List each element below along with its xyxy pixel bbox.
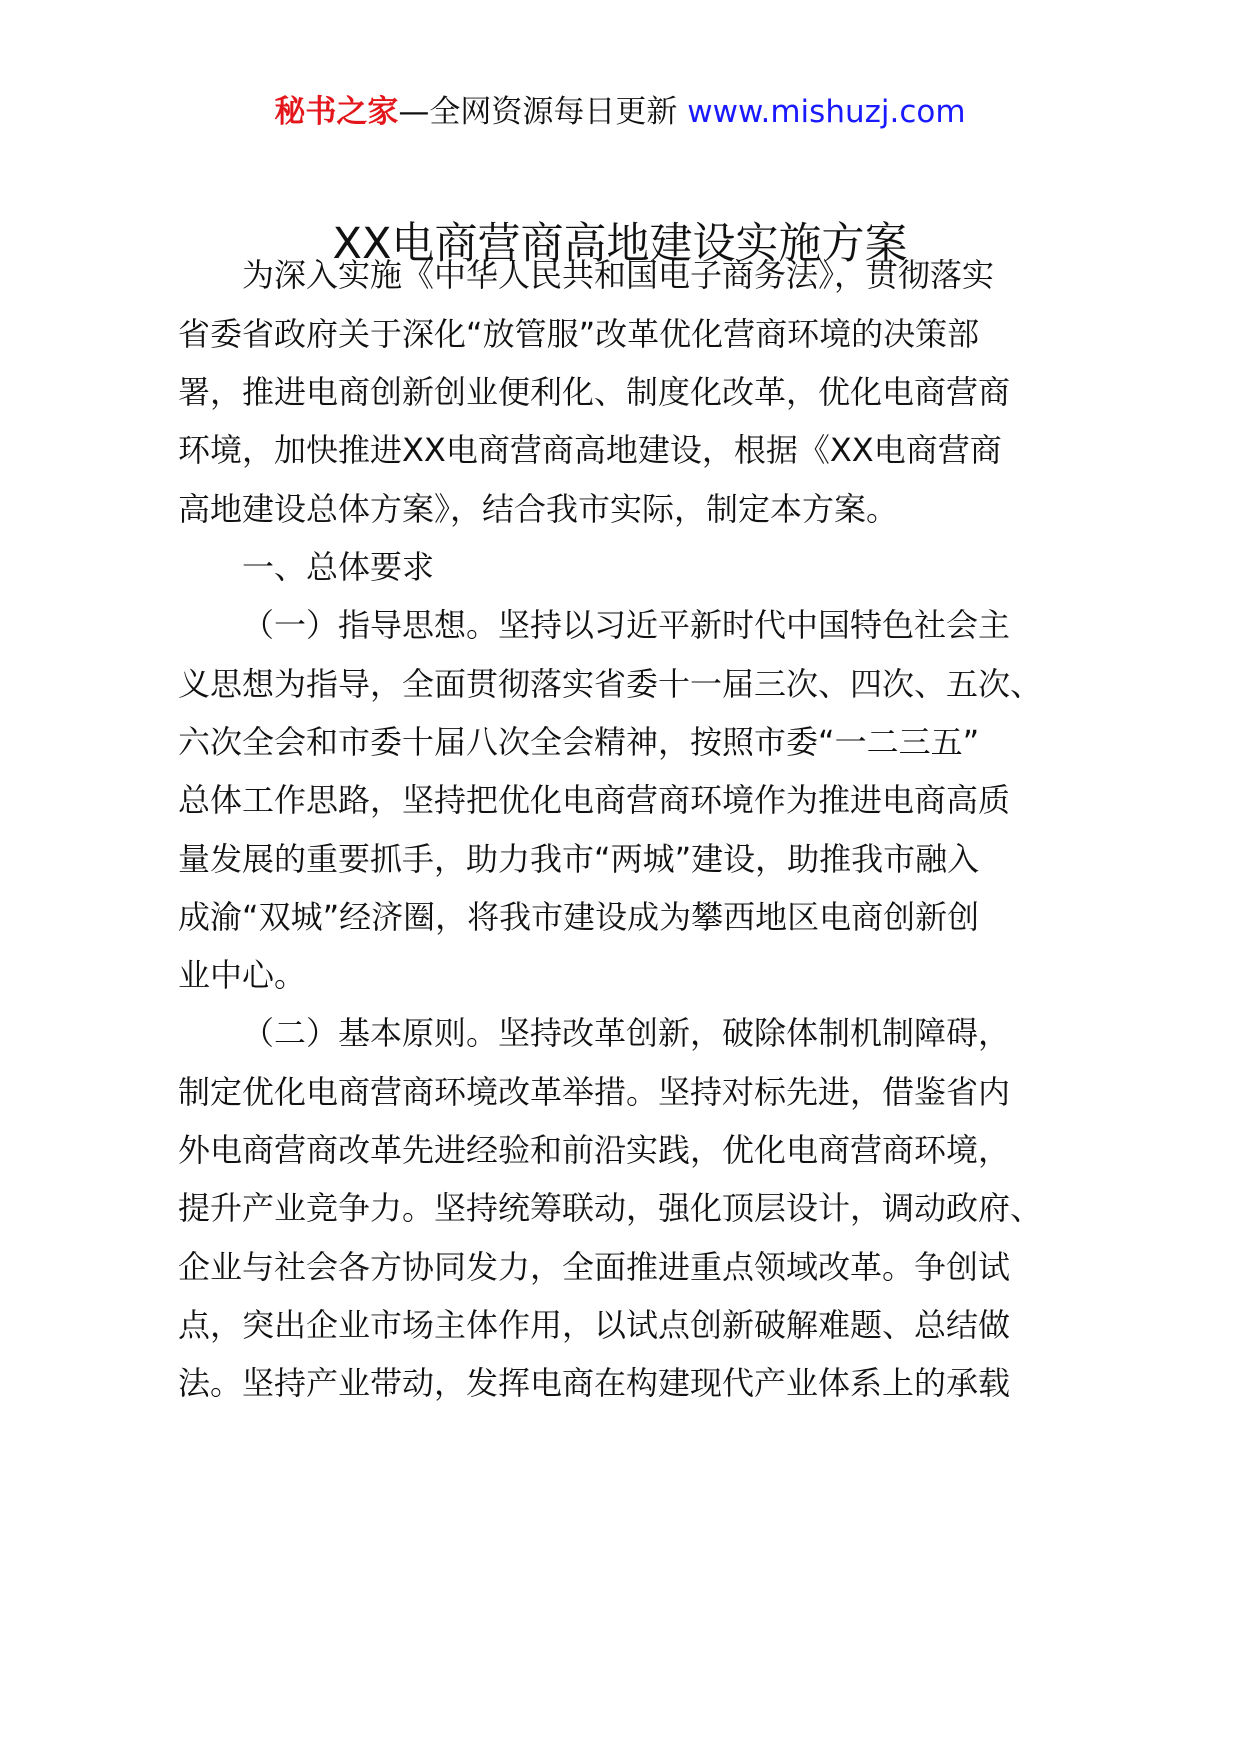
site-brand-name: 秘书之家: [274, 94, 399, 130]
paragraph-line: 业中心。: [178, 956, 307, 994]
paragraph-line: 为深入实施《中华人民共和国电子商务法》，贯彻落实: [242, 256, 995, 294]
paragraph-line: 外电商营商改革先进经验和前沿实践，优化电商营商环境，: [178, 1131, 1011, 1169]
document-title: XX电商营商高地建设实施方案: [332, 219, 908, 269]
paragraph-line: 企业与社会各方协同发力，全面推进重点领域改革。争创试: [178, 1248, 1011, 1286]
paragraph-line: 提升产业竞争力。坚持统筹联动，强化顶层设计，调动政府、: [178, 1189, 1043, 1227]
paragraph-line: 成渝“双城”经济圈，将我市建设成为攀西地区电商创新创: [178, 898, 980, 936]
paragraph-line: 制定优化电商营商环境改革举措。坚持对标先进，借鉴省内: [178, 1073, 1011, 1111]
site-watermark-header: [0, 92, 1240, 132]
paragraph-line: 六次全会和市委十届八次全会精神，按照市委“一二三五”: [178, 723, 980, 761]
paragraph-line: 省委省政府关于深化“放管服”改革优化营商环境的决策部: [178, 315, 980, 353]
section-heading: 一、总体要求: [242, 548, 435, 586]
paragraph-line: 总体工作思路，坚持把优化电商营商环境作为推进电商高质: [178, 781, 1011, 819]
paragraph-line: 环境，加快推进XX电商营商高地建设，根据《XX电商营商: [178, 431, 1002, 469]
paragraph-line: 义思想为指导，全面贯彻落实省委十一届三次、四次、五次、: [178, 665, 1043, 703]
paragraph-line: 量发展的重要抓手，助力我市“两城”建设，助推我市融入: [178, 840, 980, 878]
site-slogan: —全网资源每日更新: [398, 94, 678, 130]
paragraph-line: （二）基本原则。坚持改革创新，破除体制机制障碍，: [242, 1014, 1011, 1052]
site-url-link[interactable]: www.mishuzj.com: [687, 94, 966, 130]
paragraph-line: 点，突出企业市场主体作用，以试点创新破解难题、总结做: [178, 1306, 1011, 1344]
paragraph-line: （一）指导思想。坚持以习近平新时代中国特色社会主: [242, 606, 1011, 644]
paragraph-line: 署，推进电商创新创业便利化、制度化改革，优化电商营商: [178, 373, 1011, 411]
paragraph-line: 高地建设总体方案》，结合我市实际，制定本方案。: [178, 490, 899, 528]
paragraph-line: 法。坚持产业带动，发挥电商在构建现代产业体系上的承载: [178, 1364, 1011, 1402]
